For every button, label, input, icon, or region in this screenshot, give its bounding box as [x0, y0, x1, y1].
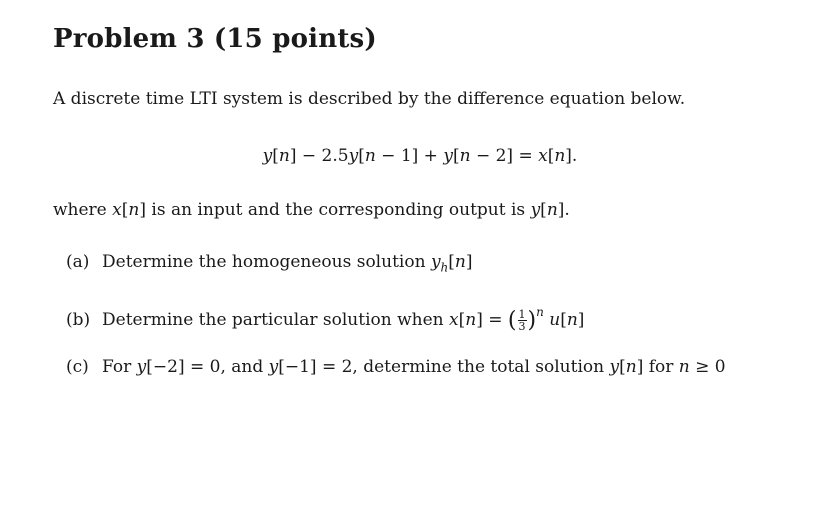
- part-text: ] =: [476, 310, 508, 330]
- eq-text: − 1] +: [375, 146, 444, 166]
- part-symbol: y: [136, 357, 147, 377]
- eq-text: [: [358, 146, 365, 166]
- part-text: Determine the particular solution when: [102, 310, 450, 330]
- eq-symbol: y: [443, 146, 453, 166]
- part-text: [: [448, 252, 455, 272]
- part-c: [66, 357, 726, 377]
- part-text: For: [102, 357, 137, 377]
- fraction-numerator: 1: [518, 308, 526, 321]
- eq-text: [: [452, 146, 460, 166]
- part-text: [: [560, 310, 567, 330]
- eq-symbol: y: [348, 146, 359, 166]
- difference-equation: [0, 146, 840, 166]
- where-sentence: [53, 200, 570, 220]
- part-subscript: h: [440, 260, 449, 275]
- part-label: (a): [66, 252, 90, 272]
- problem-intro: A discrete time LTI system is described by the difference equation below.: [53, 89, 686, 109]
- part-symbol: y: [430, 252, 441, 272]
- eq-symbol: y: [262, 146, 273, 166]
- part-text: [: [619, 357, 626, 377]
- part-label: (b): [66, 310, 91, 330]
- right-paren: ): [527, 308, 537, 333]
- part-symbol: y: [609, 357, 620, 377]
- fraction-denominator: 3: [518, 320, 526, 333]
- eq-symbol: n: [459, 146, 471, 166]
- part-a: [66, 252, 473, 274]
- where-symbol: n: [128, 200, 140, 220]
- where-text: ] is an input and the corresponding output is: [139, 200, 531, 220]
- eq-text: − 2] =: [470, 146, 539, 166]
- part-symbol: n: [678, 357, 690, 377]
- eq-symbol: n: [554, 146, 566, 166]
- eq-text: ].: [565, 146, 578, 166]
- part-text: ]: [465, 252, 473, 272]
- part-symbol: u: [549, 310, 561, 330]
- where-text: where: [53, 200, 113, 220]
- part-text: ≥ 0: [689, 357, 726, 377]
- part-text: ]: [577, 310, 585, 330]
- part-symbol: n: [465, 310, 477, 330]
- exponent: n: [536, 305, 544, 319]
- problem-title: Problem 3 (15 points): [53, 24, 377, 54]
- part-b: [66, 305, 584, 332]
- part-symbol: n: [625, 357, 637, 377]
- part-text: [: [458, 310, 466, 330]
- eq-symbol: n: [278, 146, 290, 166]
- where-text: [: [540, 200, 547, 220]
- where-text: [: [121, 200, 129, 220]
- fraction: [518, 309, 527, 332]
- part-symbol: y: [268, 357, 279, 377]
- eq-text: ] − 2.5: [289, 146, 349, 166]
- part-text: ] for: [636, 357, 679, 377]
- part-text: Determine the homogeneous solution: [102, 252, 431, 272]
- left-paren: (: [507, 308, 517, 333]
- where-symbol: x: [112, 200, 122, 220]
- part-text: [−1] = 2, determine the total solution: [278, 357, 610, 377]
- eq-text: [: [547, 146, 555, 166]
- part-text: [−2] = 0, and: [146, 357, 269, 377]
- where-symbol: y: [530, 200, 541, 220]
- where-symbol: n: [546, 200, 558, 220]
- part-symbol: n: [566, 310, 578, 330]
- part-label: (c): [66, 357, 89, 377]
- eq-text: [: [272, 146, 279, 166]
- eq-symbol: n: [364, 146, 376, 166]
- eq-symbol: x: [538, 146, 548, 166]
- part-symbol: n: [454, 252, 466, 272]
- part-symbol: x: [449, 310, 459, 330]
- where-text: ].: [557, 200, 570, 220]
